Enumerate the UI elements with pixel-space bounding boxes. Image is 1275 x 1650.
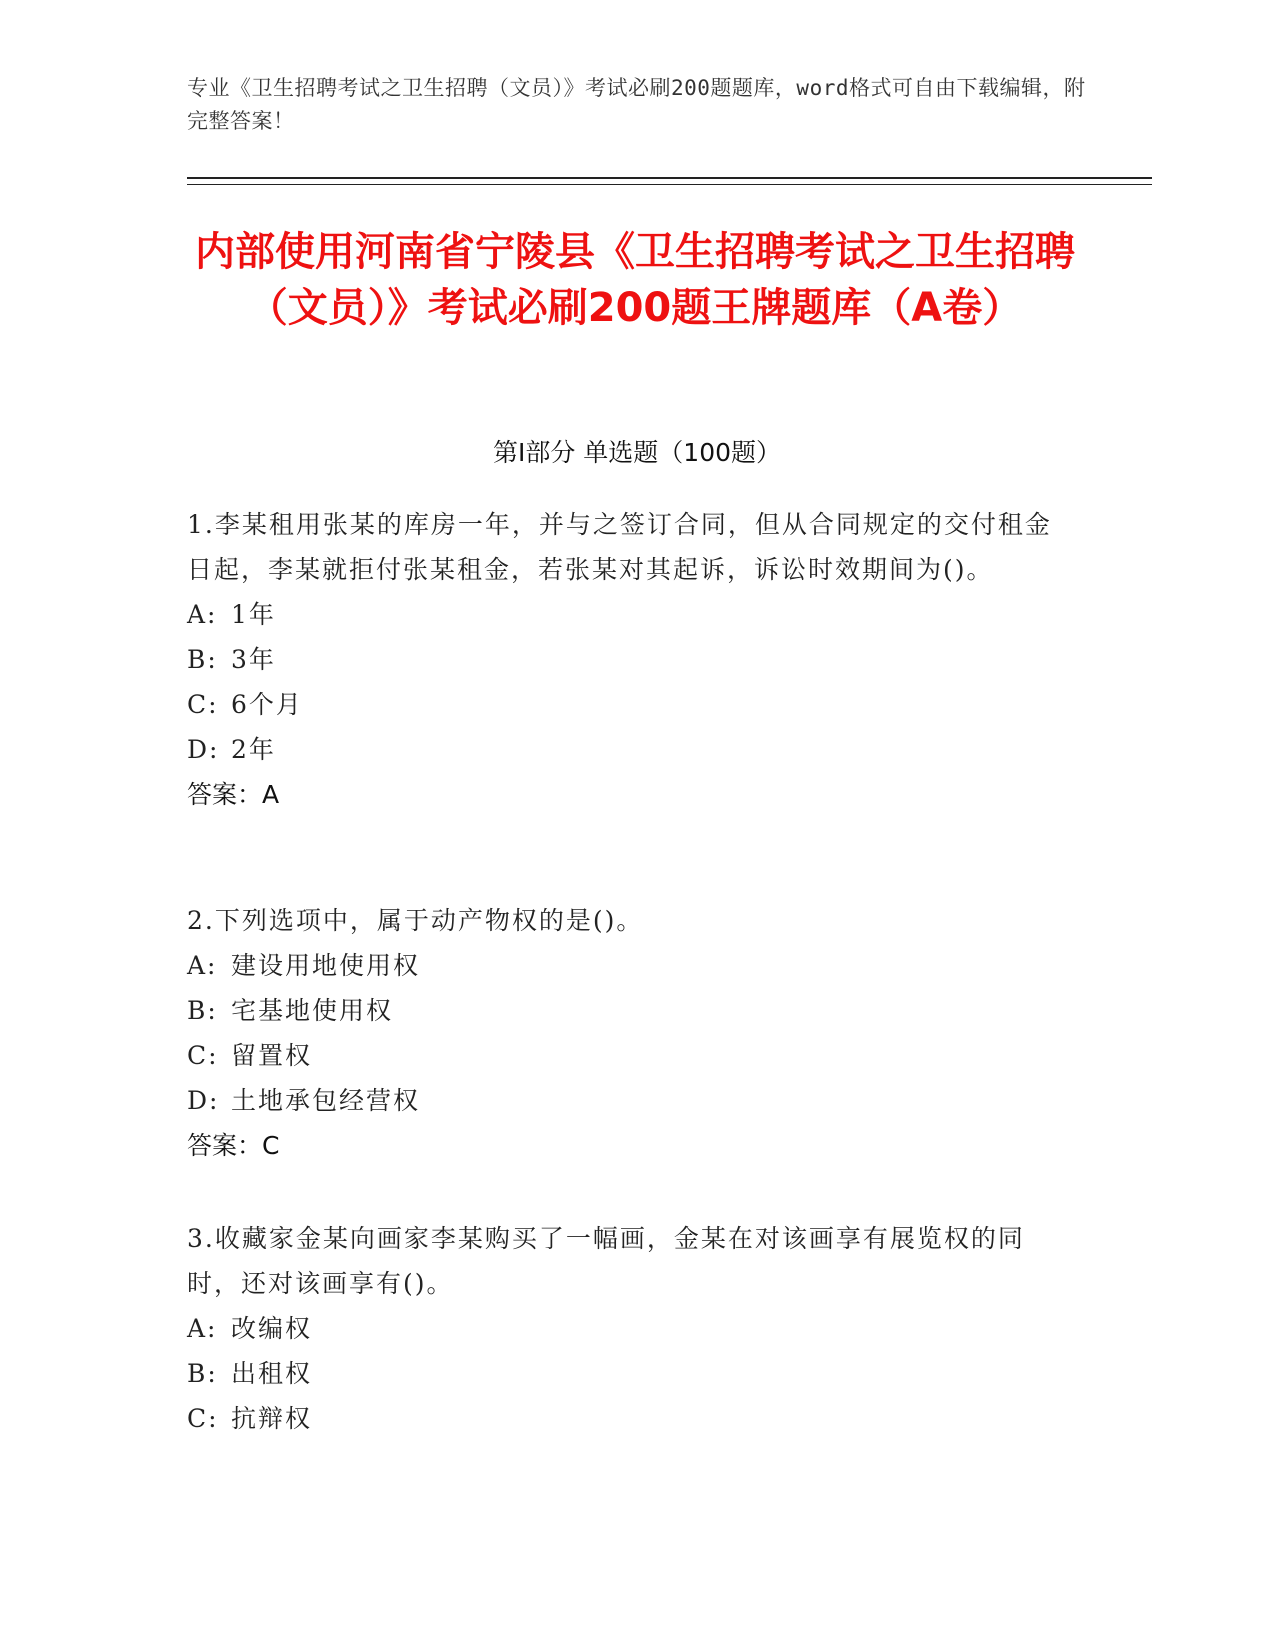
option-text: 留置权 <box>231 1041 313 1070</box>
option-key: C: <box>187 690 219 719</box>
option-key: B: <box>187 996 218 1025</box>
option-key: B: <box>187 645 218 674</box>
option-key: A: <box>187 951 218 980</box>
option-key: D: <box>187 1086 220 1115</box>
option-text: 出租权 <box>231 1359 313 1388</box>
option-c <box>187 682 1067 727</box>
option-text: 建设用地使用权 <box>231 951 421 980</box>
answer: 答案：C <box>187 1131 280 1160</box>
question-text: 1.李某租用张某的库房一年，并与之签订合同，但从合同规定的交付租金日起，李某就拒付张某租金，若张某对其起诉，诉讼时效期间为()。 <box>187 510 1052 584</box>
option-text: 抗辩权 <box>231 1404 313 1433</box>
option-text: 2年 <box>231 735 276 764</box>
option-b <box>187 637 1067 682</box>
option-key: D: <box>187 735 220 764</box>
option-key: C: <box>187 1404 219 1433</box>
option-text: 6个月 <box>231 690 303 719</box>
option-text: 1年 <box>231 600 276 629</box>
document-title: 内部使用河南省宁陵县《卫生招聘考试之卫生招聘（文员）》考试必刷200题王牌题库（A卷） <box>195 229 1075 331</box>
option-a <box>187 592 1067 637</box>
section-heading: 第I部分 单选题（100题） <box>492 438 782 467</box>
option-d <box>187 1078 1067 1123</box>
option-d <box>187 727 1067 772</box>
header-divider-thin <box>187 184 1152 185</box>
option-key: C: <box>187 1041 219 1070</box>
option-a <box>187 1306 1067 1351</box>
option-a <box>187 943 1067 988</box>
option-text: 土地承包经营权 <box>231 1086 421 1115</box>
option-text: 改编权 <box>231 1314 313 1343</box>
question-text: 2.下列选项中，属于动产物权的是()。 <box>187 906 644 935</box>
option-b <box>187 1351 1067 1396</box>
option-text: 宅基地使用权 <box>231 996 394 1025</box>
option-key: A: <box>187 600 218 629</box>
option-key: B: <box>187 1359 218 1388</box>
header-divider-thick <box>187 177 1152 179</box>
option-key: A: <box>187 1314 218 1343</box>
question-3 <box>187 1216 1067 1441</box>
header-note: 专业《卫生招聘考试之卫生招聘（文员）》考试必刷200题题库，word格式可自由下载编辑，附完整答案！ <box>187 76 1086 133</box>
option-text: 3年 <box>231 645 276 674</box>
question-text: 3.收藏家金某向画家李某购买了一幅画，金某在对该画享有展览权的同时，还对该画享有()。 <box>187 1224 1025 1298</box>
answer: 答案：A <box>187 780 280 809</box>
option-b <box>187 988 1067 1033</box>
option-c <box>187 1396 1067 1441</box>
question-1 <box>187 502 1067 817</box>
option-c <box>187 1033 1067 1078</box>
question-2 <box>187 898 1067 1168</box>
